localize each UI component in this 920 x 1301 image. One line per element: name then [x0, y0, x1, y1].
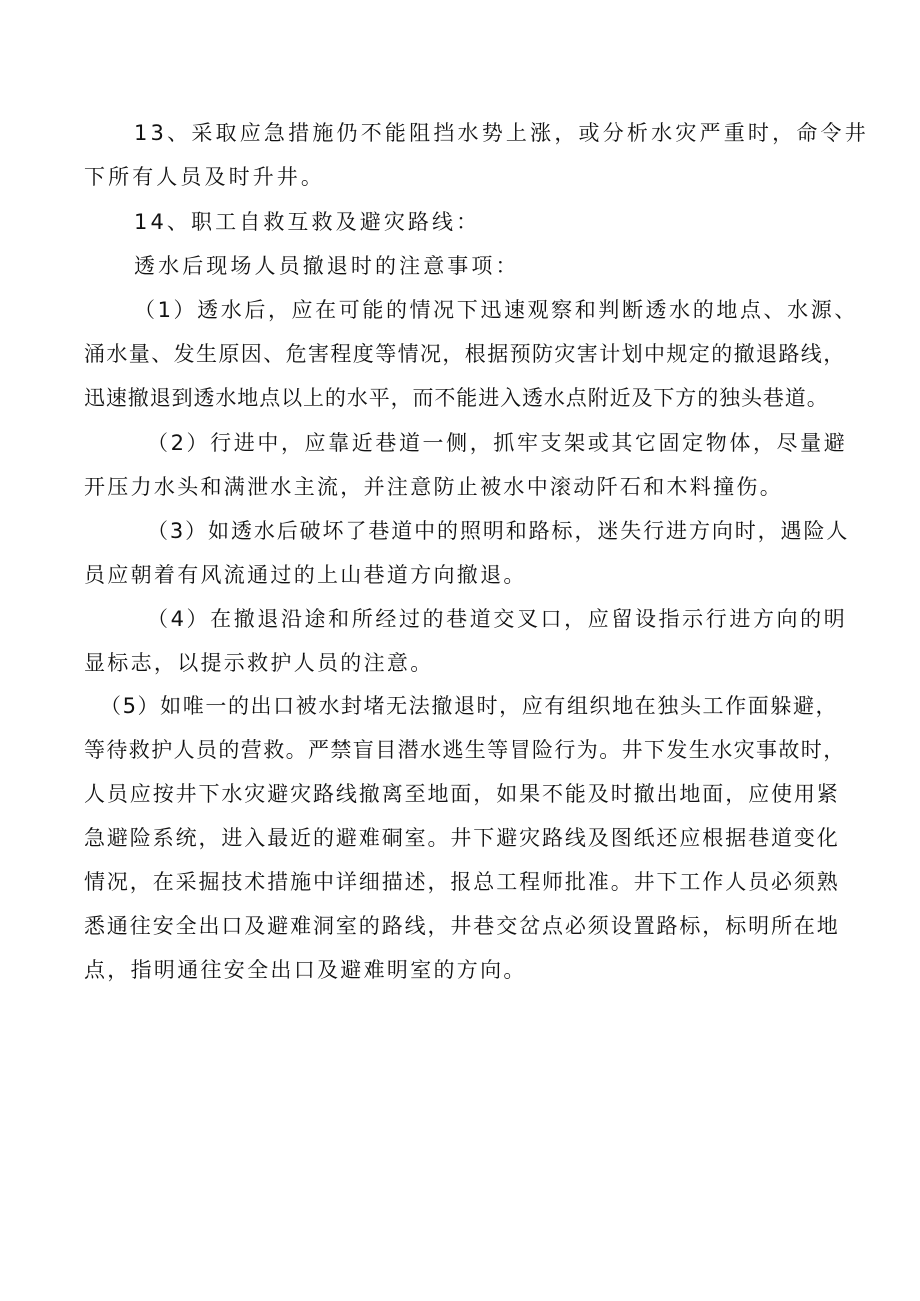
text-line-10: （3）如透水后破坏了巷道中的照明和路标，迷失行进方向时，遇险人 — [147, 519, 850, 543]
text-line-15: 等待救护人员的营救。严禁盲目潜水逃生等冒险行为。井下发生水灾事故时， — [84, 738, 846, 762]
text-line-18: 情况，在采掘技术措施中详细描述，报总工程师批准。井下工作人员必须熟 — [84, 870, 840, 894]
text-line-13: 显标志，以提示救护人员的注意。 — [84, 651, 434, 675]
text-line-17: 急避险系统，进入最近的避难硐室。井下避灾路线及图纸还应根据巷道变化 — [84, 826, 840, 850]
text-line-2: 下所有人员及时升井。 — [84, 165, 325, 189]
text-line-14: （5）如唯一的出口被水封堵无法撤退时，应有组织地在独头工作面躲避， — [100, 694, 839, 718]
text-line-1: 13、采取应急措施仍不能阻挡水势上涨，或分析水灾严重时，命令井 — [134, 121, 869, 145]
text-line-19: 悉通往安全出口及避难洞室的路线，井巷交岔点必须设置路标，标明所在地 — [84, 914, 840, 938]
text-line-12: （4）在撤退沿途和所经过的巷道交叉口，应留设指示行进方向的明 — [147, 607, 848, 631]
text-line-16: 人员应按井下水灾避灾路线撤离至地面，如果不能及时撤出地面，应使用紧 — [84, 782, 840, 806]
text-line-9: 开压力水头和满泄水主流，并注意防止被水中滚动阡石和木料撞伤。 — [84, 475, 783, 499]
text-line-7: 迅速撤退到透水地点以上的水平，而不能进入透水点附近及下方的独头巷道。 — [84, 386, 829, 410]
text-line-8: （2）行进中，应靠近巷道一侧，抓牢支架或其它固定物体，尽量避 — [147, 431, 848, 455]
text-line-3: 14、职工自救互救及避灾路线： — [134, 210, 481, 234]
text-line-6: 涌水量、发生原因、危害程度等情况，根据预防灾害计划中规定的撤退路线， — [84, 342, 846, 366]
text-line-20: 点，指明通往安全出口及避难明室的方向。 — [84, 958, 527, 982]
text-line-5: （1）透水后，应在可能的情况下迅速观察和判断透水的地点、水源、 — [134, 298, 858, 322]
text-line-11: 员应朝着有风流通过的上山巷道方向撤退。 — [84, 563, 527, 587]
text-line-4: 透水后现场人员撤退时的注意事项： — [134, 254, 520, 278]
